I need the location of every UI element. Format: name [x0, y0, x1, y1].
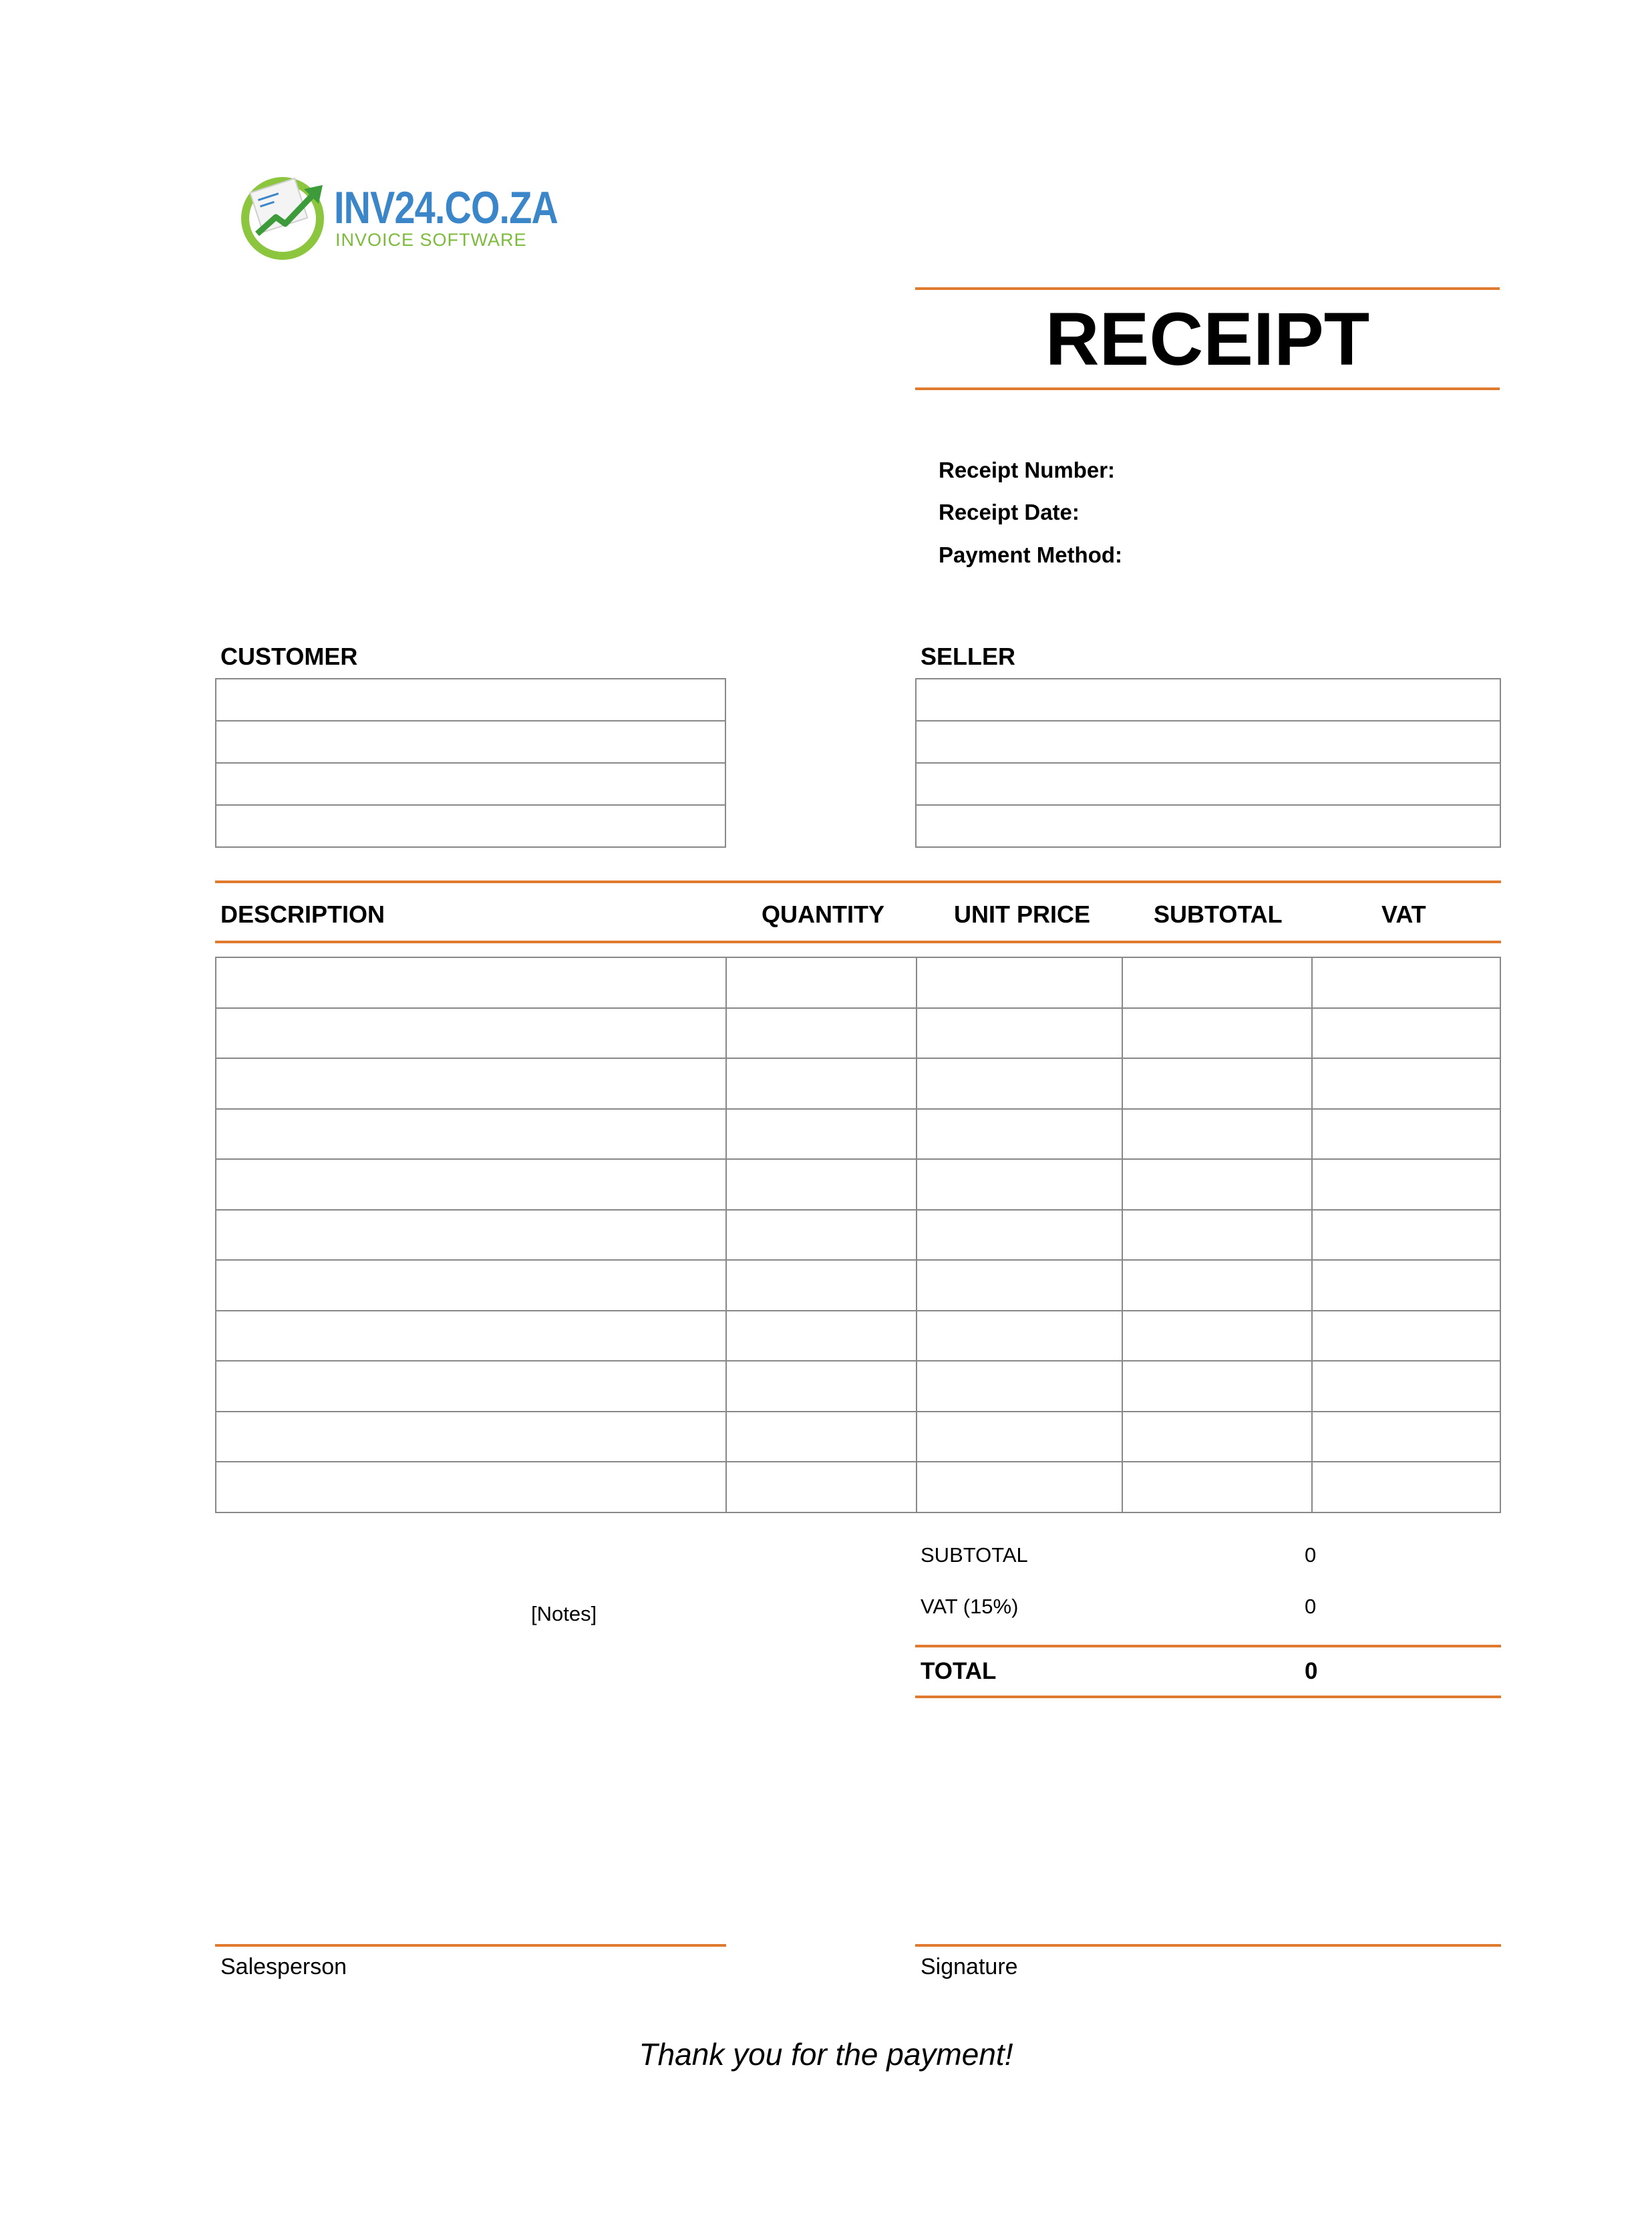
- table-row: [216, 1058, 1500, 1109]
- column-header-unit-price: UNIT PRICE: [954, 901, 1091, 928]
- quantity-cell[interactable]: [726, 957, 917, 1008]
- vat-cell[interactable]: [1312, 957, 1500, 1008]
- vat-cell[interactable]: [1312, 1311, 1500, 1362]
- customer-box: [215, 678, 726, 848]
- unit-price-cell[interactable]: [917, 1311, 1122, 1362]
- line-items-body: [216, 957, 1500, 1512]
- seller-box: [915, 678, 1501, 848]
- table-row: [216, 1311, 1500, 1362]
- vat-value: 0: [1305, 1595, 1317, 1618]
- header-bottom-rule: [215, 941, 1501, 943]
- customer-field[interactable]: [216, 679, 725, 721]
- total-value: 0: [1305, 1658, 1318, 1684]
- column-header-vat: VAT: [1381, 901, 1426, 928]
- vat-cell[interactable]: [1312, 1008, 1500, 1059]
- logo-brand-text: INV24.CO.ZA: [334, 182, 558, 233]
- unit-price-cell[interactable]: [917, 957, 1122, 1008]
- logo-icon: [237, 170, 331, 264]
- table-row: [216, 1260, 1500, 1311]
- vat-cell[interactable]: [1312, 1361, 1500, 1412]
- customer-field[interactable]: [216, 721, 725, 763]
- vat-cell[interactable]: [1312, 1159, 1500, 1210]
- salesperson-label: Salesperson: [220, 1954, 347, 1979]
- signature-line: [915, 1944, 1501, 1947]
- page-title: RECEIPT: [1045, 297, 1370, 381]
- seller-field[interactable]: [916, 805, 1500, 847]
- quantity-cell[interactable]: [726, 1159, 917, 1210]
- description-cell[interactable]: [216, 1159, 726, 1210]
- table-row: [216, 1210, 1500, 1261]
- customer-field[interactable]: [216, 805, 725, 847]
- table-row: [216, 1109, 1500, 1160]
- unit-price-cell[interactable]: [917, 1361, 1122, 1412]
- subtotal-cell[interactable]: [1122, 1008, 1313, 1059]
- unit-price-cell[interactable]: [917, 1159, 1122, 1210]
- vat-cell[interactable]: [1312, 1412, 1500, 1462]
- quantity-cell[interactable]: [726, 1311, 917, 1362]
- quantity-cell[interactable]: [726, 1361, 917, 1412]
- subtotal-label: SUBTOTAL: [921, 1543, 1028, 1567]
- unit-price-cell[interactable]: [917, 1109, 1122, 1160]
- customer-label: CUSTOMER: [220, 643, 358, 670]
- payment-method-label: Payment Method:: [939, 542, 1123, 567]
- description-cell[interactable]: [216, 1260, 726, 1311]
- title-top-rule: [915, 287, 1500, 290]
- table-row: [216, 1008, 1500, 1059]
- thank-you-message: Thank you for the payment!: [639, 2037, 1013, 2072]
- table-row: [216, 1159, 1500, 1210]
- total-top-rule: [915, 1645, 1501, 1647]
- unit-price-cell[interactable]: [917, 1462, 1122, 1512]
- vat-label: VAT (15%): [921, 1595, 1019, 1618]
- vat-cell[interactable]: [1312, 1109, 1500, 1160]
- subtotal-cell[interactable]: [1122, 1311, 1313, 1362]
- seller-field[interactable]: [916, 763, 1500, 805]
- salesperson-line: [215, 1944, 726, 1947]
- quantity-cell[interactable]: [726, 1462, 917, 1512]
- subtotal-cell[interactable]: [1122, 1412, 1313, 1462]
- receipt-date-label: Receipt Date:: [939, 500, 1080, 524]
- header-top-rule: [215, 881, 1501, 883]
- column-header-quantity: QUANTITY: [762, 901, 884, 928]
- subtotal-cell[interactable]: [1122, 1361, 1313, 1412]
- description-cell[interactable]: [216, 1412, 726, 1462]
- quantity-cell[interactable]: [726, 1109, 917, 1160]
- subtotal-value: 0: [1305, 1543, 1317, 1567]
- unit-price-cell[interactable]: [917, 1260, 1122, 1311]
- signature-label: Signature: [921, 1954, 1018, 1979]
- vat-cell[interactable]: [1312, 1058, 1500, 1109]
- seller-field[interactable]: [916, 721, 1500, 763]
- unit-price-cell[interactable]: [917, 1210, 1122, 1261]
- column-header-description: DESCRIPTION: [220, 901, 385, 928]
- receipt-number-label: Receipt Number:: [939, 458, 1116, 482]
- description-cell[interactable]: [216, 1109, 726, 1160]
- table-row: [216, 1412, 1500, 1462]
- total-label: TOTAL: [921, 1658, 997, 1684]
- subtotal-cell[interactable]: [1122, 957, 1313, 1008]
- vat-cell[interactable]: [1312, 1260, 1500, 1311]
- notes-text: [Notes]: [531, 1602, 597, 1625]
- seller-field[interactable]: [916, 679, 1500, 721]
- vat-cell[interactable]: [1312, 1462, 1500, 1512]
- subtotal-cell[interactable]: [1122, 1109, 1313, 1160]
- column-header-subtotal: SUBTOTAL: [1154, 901, 1283, 928]
- table-row: [216, 1361, 1500, 1412]
- line-items-table: [215, 957, 1501, 1513]
- description-cell[interactable]: [216, 1058, 726, 1109]
- quantity-cell[interactable]: [726, 1008, 917, 1059]
- subtotal-cell[interactable]: [1122, 1462, 1313, 1512]
- unit-price-cell[interactable]: [917, 1058, 1122, 1109]
- logo-tagline: INVOICE SOFTWARE: [335, 230, 527, 250]
- subtotal-cell[interactable]: [1122, 1260, 1313, 1311]
- quantity-cell[interactable]: [726, 1058, 917, 1109]
- subtotal-cell[interactable]: [1122, 1210, 1313, 1261]
- description-cell[interactable]: [216, 1210, 726, 1261]
- description-cell[interactable]: [216, 957, 726, 1008]
- unit-price-cell[interactable]: [917, 1008, 1122, 1059]
- seller-label: SELLER: [921, 643, 1016, 670]
- table-row: [216, 1462, 1500, 1512]
- title-bottom-rule: [915, 387, 1500, 390]
- vat-cell[interactable]: [1312, 1210, 1500, 1261]
- quantity-cell[interactable]: [726, 1412, 917, 1462]
- quantity-cell[interactable]: [726, 1210, 917, 1261]
- customer-field[interactable]: [216, 763, 725, 805]
- subtotal-cell[interactable]: [1122, 1159, 1313, 1210]
- quantity-cell[interactable]: [726, 1260, 917, 1311]
- subtotal-cell[interactable]: [1122, 1058, 1313, 1109]
- description-cell[interactable]: [216, 1008, 726, 1059]
- total-bottom-rule: [915, 1696, 1501, 1698]
- table-row: [216, 957, 1500, 1008]
- description-cell[interactable]: [216, 1462, 726, 1512]
- unit-price-cell[interactable]: [917, 1412, 1122, 1462]
- description-cell[interactable]: [216, 1311, 726, 1362]
- description-cell[interactable]: [216, 1361, 726, 1412]
